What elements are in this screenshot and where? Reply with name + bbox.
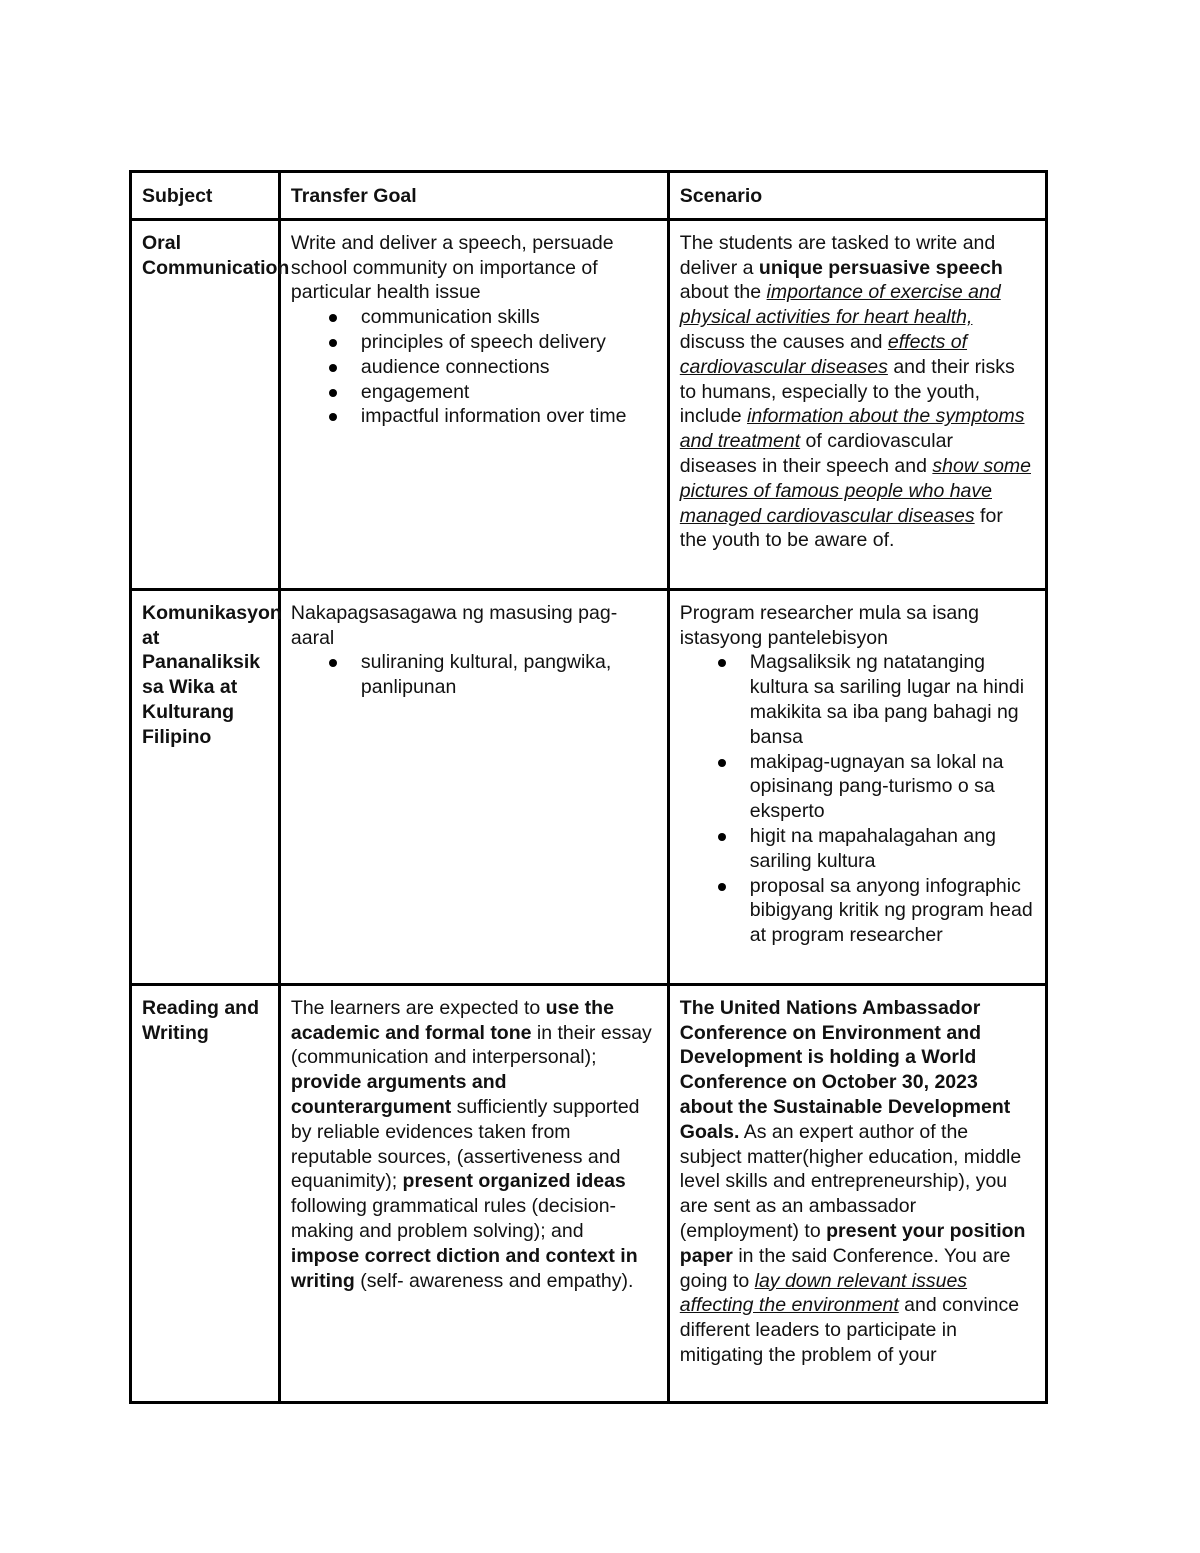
table-row <box>131 984 1047 1402</box>
scenario-underlined: effects of cardiovascular diseases <box>679 330 968 378</box>
header-subject: Subject <box>131 172 280 220</box>
header-transfer-goal: Transfer Goal <box>279 172 668 220</box>
scenario-text: The students are tasked to write and deliver a <box>679 231 996 279</box>
list-item: makipag-ugnayan sa lokal na opisinang pang-turismo o sa eksperto <box>750 750 1035 824</box>
goal-text: sufficiently supported by reliable evidences taken from reputable sources, (assertiveness and equanimity); <box>290 1095 640 1193</box>
table-row <box>131 219 1047 589</box>
goal-list <box>291 305 657 429</box>
list-item: Magsaliksik ng natatanging kultura sa sariling lugar na hindi makikita sa iba pang bahagi ng bansa <box>750 650 1035 749</box>
scenario-intro: Program researcher mula sa isang istasyong pantelebisyon <box>679 601 979 649</box>
subject-cell: Komunikasyon at Pananaliksik sa Wika at Kulturang Filipino <box>131 589 280 984</box>
list-item: impactful information over time <box>361 404 657 429</box>
subject-table <box>129 170 1048 1404</box>
scenario-emphasis: unique persuasive speech <box>758 256 1003 279</box>
transfer-goal-cell <box>279 589 668 984</box>
scenario-text: of cardiovascular diseases in their speech and <box>679 430 953 477</box>
header-scenario: Scenario <box>668 172 1046 220</box>
list-item: communication skills <box>361 305 657 330</box>
scenario-underlined: importance of exercise and physical activities for heart health, <box>679 281 1001 329</box>
list-item: principles of speech delivery <box>361 330 657 355</box>
scenario-cell <box>668 984 1046 1402</box>
subject-cell: Reading and Writing <box>131 984 280 1402</box>
scenario-underlined: lay down relevant issues affecting the environment <box>679 1269 968 1317</box>
list-item: higit na mapahalagahan ang sariling kultura <box>750 824 1035 874</box>
list-item: audience connections <box>361 355 657 380</box>
table-row <box>131 589 1047 984</box>
scenario-underlined: show some pictures of famous people who have managed cardiovascular diseases <box>679 454 1031 527</box>
scenario-text: for the youth to be aware of. <box>679 504 1003 552</box>
goal-text: The learners are expected to <box>290 996 546 1019</box>
goal-intro: Nakapagsasagawa ng masusing pag-aaral <box>290 601 618 649</box>
goal-emphasis: present organized ideas <box>402 1170 626 1193</box>
scenario-list <box>680 650 1035 948</box>
goal-emphasis: provide arguments and counterargument <box>290 1071 507 1118</box>
scenario-text: discuss the causes and <box>679 330 888 353</box>
scenario-emphasis: present your position paper <box>679 1219 1026 1267</box>
scenario-text: in the said Conference. You are going to <box>679 1244 1011 1292</box>
goal-list <box>291 650 657 700</box>
list-item: engagement <box>361 380 657 405</box>
goal-text: in their essay (communication and interpersonal); <box>290 1021 652 1069</box>
scenario-underlined: information about the symptoms and treatment <box>679 405 1025 453</box>
goal-emphasis: impose correct diction and context in writing <box>290 1244 638 1292</box>
scenario-emphasis: The United Nations Ambassador Conference on Environment and Development is holding a World Conference on October 30, 2023 about the Sustainable Development Goals. <box>679 996 1011 1143</box>
scenario-text: As an expert author of the subject matter(higher education, middle level skills and entrepreneurship), you are sent as an ambassador (employment) to <box>679 1120 1022 1242</box>
scenario-cell <box>668 219 1046 589</box>
scenario-cell <box>668 589 1046 984</box>
scenario-text: and their risks to humans, especially to the youth, include <box>679 355 1015 428</box>
goal-text: following grammatical rules (decision- making and problem solving); and <box>290 1195 617 1242</box>
transfer-goal-cell <box>279 984 668 1402</box>
list-item: suliraning kultural, pangwika, panlipunan <box>361 650 657 700</box>
scenario-text: about the <box>679 281 767 304</box>
table-header-row <box>131 172 1047 220</box>
subject-cell: Oral Communication <box>131 219 280 589</box>
goal-emphasis: use the academic and formal tone <box>290 996 614 1044</box>
goal-text: (self- awareness and empathy). <box>354 1269 634 1292</box>
list-item: proposal sa anyong infographic bibigyang kritik ng program head at program researcher <box>750 874 1035 948</box>
goal-intro: Write and deliver a speech, persuade school community on importance of particular health issue <box>290 231 614 304</box>
transfer-goal-cell <box>279 219 668 589</box>
scenario-text: and convince different leaders to participate in mitigating the problem of your <box>679 1294 1020 1366</box>
